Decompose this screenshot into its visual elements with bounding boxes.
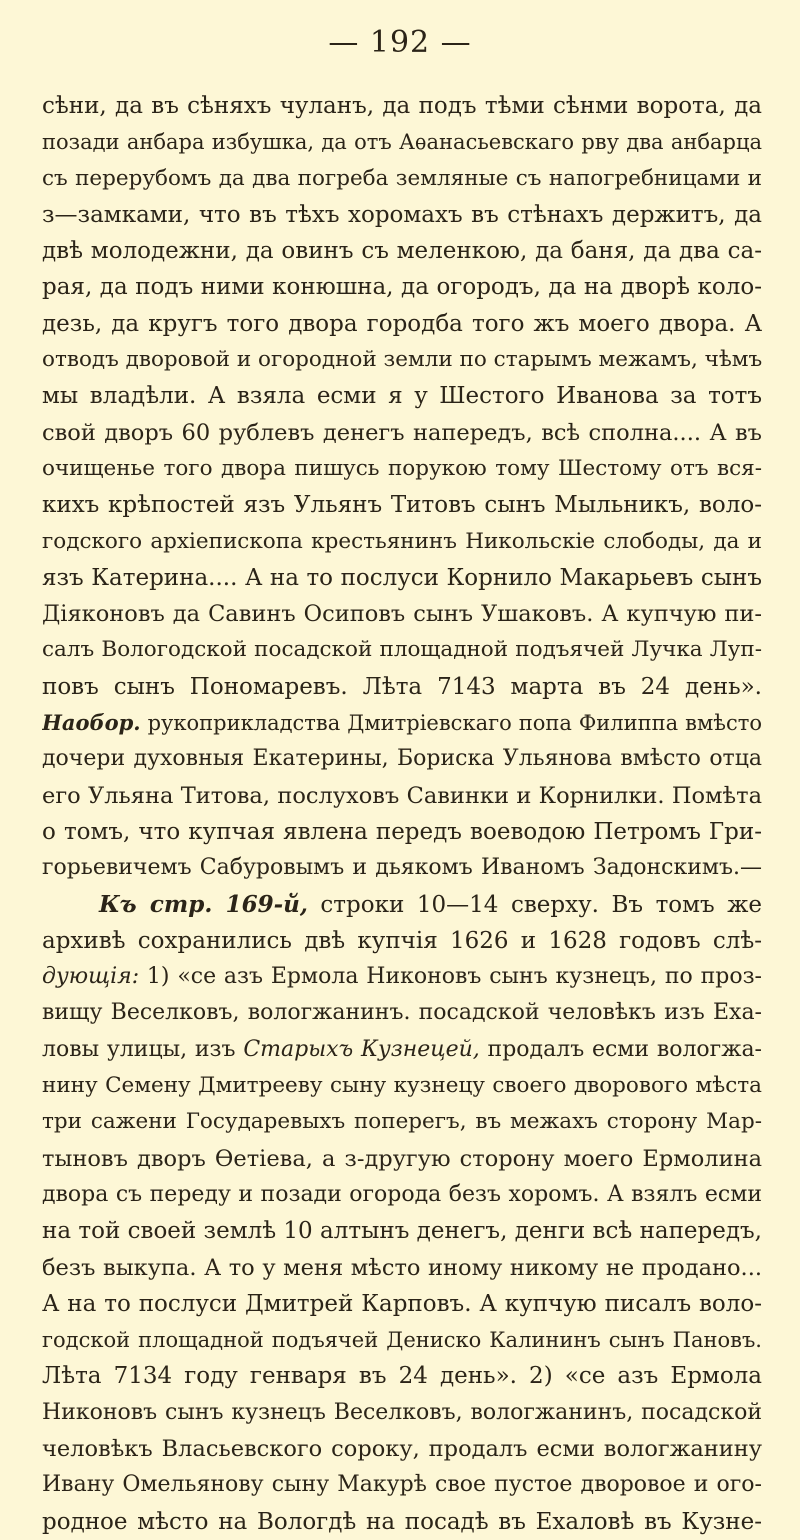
text-run: з—замками, что въ тѣхъ хоромахъ въ стѣнахъ держитъ, да <box>42 201 762 228</box>
text-line <box>42 995 762 1031</box>
text-line <box>42 1395 762 1431</box>
text-line <box>42 814 762 850</box>
text-run: ловы улицы, изъ <box>42 1036 244 1062</box>
text-line <box>42 161 762 197</box>
text-run: Никоновъ сынъ кузнецъ Веселковъ, вологжанинъ, посадской <box>42 1399 762 1425</box>
italic-run: Къ стр. 169-й, <box>99 890 308 918</box>
text-run: язъ Катерина.... А на то послуси Корнило Макарьевъ сынъ <box>42 564 762 591</box>
text-run: Лѣта 7134 году генваря въ 24 день». 2) «се азъ Ермола <box>42 1363 762 1390</box>
text-run: человѣкъ Власьевского сороку, продалъ есми вологжанину <box>42 1435 762 1462</box>
text-line <box>42 887 762 923</box>
text-line <box>42 378 762 414</box>
text-line <box>42 1032 762 1068</box>
text-line <box>42 233 762 269</box>
text-run: продалъ есми вологжа- <box>479 1036 762 1062</box>
text-line <box>42 596 762 632</box>
text-line <box>42 269 762 305</box>
text-line <box>42 1250 762 1286</box>
text-run: горьевичемъ Сабуровымъ и дьякомъ Иваномъ Задонскимъ.— <box>42 855 762 881</box>
text-line <box>42 1177 762 1213</box>
text-run: нину Семену Дмитрееву сыну кузнецу своего дворового мѣста <box>42 1073 762 1099</box>
text-run: 1) «се азъ Ермола Никоновъ сынъ кузнецъ, по проз- <box>139 964 762 990</box>
text-line <box>42 1322 762 1358</box>
text-run: рая, да подъ ними конюшна, да огородъ, да на дворѣ коло- <box>42 274 762 301</box>
text-run: Ивану Омельянову сыну Макурѣ свое пустое дворовое и ого- <box>42 1472 762 1498</box>
text-line <box>42 415 762 451</box>
text-line <box>42 778 762 814</box>
text-run: о томъ, что купчая явлена передъ воеводою Петромъ Гри- <box>42 818 762 845</box>
text-line <box>42 1104 762 1140</box>
text-run: дезь, да кругъ того двора городба того жъ моего двора. А <box>42 310 762 337</box>
text-line <box>42 124 762 160</box>
text-run: двѣ молодежни, да овинъ съ меленкою, да баня, да два са- <box>42 238 762 265</box>
text-run: салъ Вологодской посадской площадной подъячей Лучка Луп- <box>42 637 762 663</box>
text-line <box>42 88 762 124</box>
text-run: родное мѣсто на Вологдѣ на посадѣ въ Ехаловѣ въ Кузне- <box>42 1508 762 1535</box>
body-text <box>42 88 762 1540</box>
text-run: повъ сынъ Пономаревъ. Лѣта 7143 марта въ 24 день». <box>42 673 762 700</box>
text-run: очищенье того двора пишусь порукою тому Шестому отъ вся- <box>42 455 762 481</box>
text-run: сѣни, да въ сѣняхъ чуланъ, да подъ тѣми сѣнми ворота, да <box>42 93 762 119</box>
text-line <box>42 923 762 959</box>
text-run: годской площадной подъячей Дениско Калининъ сынъ Пановъ. <box>42 1328 762 1353</box>
text-line <box>42 1141 762 1177</box>
text-line <box>42 1504 762 1540</box>
text-line <box>42 487 762 523</box>
text-line <box>42 1213 762 1249</box>
italic-run: дующія: <box>42 964 140 990</box>
text-run: двора съ переду и позади огорода безъ хоромъ. А взялъ есми <box>42 1181 762 1207</box>
text-line <box>42 342 762 378</box>
text-line <box>42 850 762 886</box>
text-line <box>42 560 762 596</box>
text-line <box>42 632 762 668</box>
text-run: вищу Веселковъ, вологжанинъ. посадской человѣкъ изъ Еха- <box>42 1000 762 1026</box>
text-line <box>42 306 762 342</box>
text-line <box>42 1286 762 1322</box>
text-run: позади анбара избушка, да отъ Аѳанасьевскаго рву два анбарца <box>42 130 762 155</box>
text-line <box>42 959 762 995</box>
text-run: на той своей землѣ 10 алтынъ денегъ, денги всѣ напередъ, <box>42 1218 762 1245</box>
text-run: три сажени Государевыхъ поперегъ, въ межахъ сторону Мар- <box>42 1109 762 1135</box>
text-line <box>42 1467 762 1503</box>
text-run: рукоприкладства Дмитріевскаго попа Филиппа вмѣсто <box>140 711 762 736</box>
text-line <box>42 524 762 560</box>
text-run: строки 10—14 сверху. Въ томъ же <box>307 891 762 918</box>
text-run: Діяконовъ да Савинъ Осиповъ сынъ Ушаковъ. А купчую пи- <box>42 601 762 628</box>
text-run: дочери духовныя Екатерины, Бориска Ульянова вмѣсто отца <box>42 746 762 772</box>
text-run: кихъ крѣпостей язъ Ульянъ Титовъ сынъ Мыльникъ, воло- <box>42 492 762 519</box>
text-line <box>42 741 762 777</box>
italic-run: Наобор. <box>42 710 141 736</box>
text-run: безъ выкупа. А то у меня мѣсто иному никому не продано... <box>42 1254 762 1281</box>
text-run: свой дворъ 60 рублевъ денегъ напередъ, всѣ сполна.... А въ <box>42 419 762 446</box>
text-run: годского архіепископа крестьянинъ Никольскіе слободы, да и <box>42 528 762 554</box>
text-run: съ перерубомъ да два погреба земляные съ напогребницами и <box>42 165 762 191</box>
text-line <box>42 705 762 741</box>
text-run: А на то послуси Дмитрей Карповъ. А купчую писалъ воло- <box>42 1290 762 1317</box>
text-line <box>42 1431 762 1467</box>
page-number: — 192 — <box>328 25 472 60</box>
text-line <box>42 1358 762 1394</box>
text-line <box>42 451 762 487</box>
text-run: отводъ дворовой и огородной земли по старымъ межамъ, чѣмъ <box>42 347 762 373</box>
text-line <box>42 197 762 233</box>
text-run: тыновъ дворъ Ѳетіева, а з-другую сторону моего Ермолина <box>42 1145 762 1172</box>
text-run: архивѣ сохранились двѣ купчія 1626 и 1628 годовъ слѣ- <box>42 927 762 954</box>
text-run: его Ульяна Титова, послуховъ Савинки и Корнилки. Помѣта <box>42 782 762 809</box>
text-line <box>42 1068 762 1104</box>
text-run: мы владѣли. А взяла есми я у Шестого Иванова за тотъ <box>42 383 762 410</box>
text-line <box>42 669 762 705</box>
italic-run: Старыхъ Кузнецей, <box>243 1036 480 1062</box>
